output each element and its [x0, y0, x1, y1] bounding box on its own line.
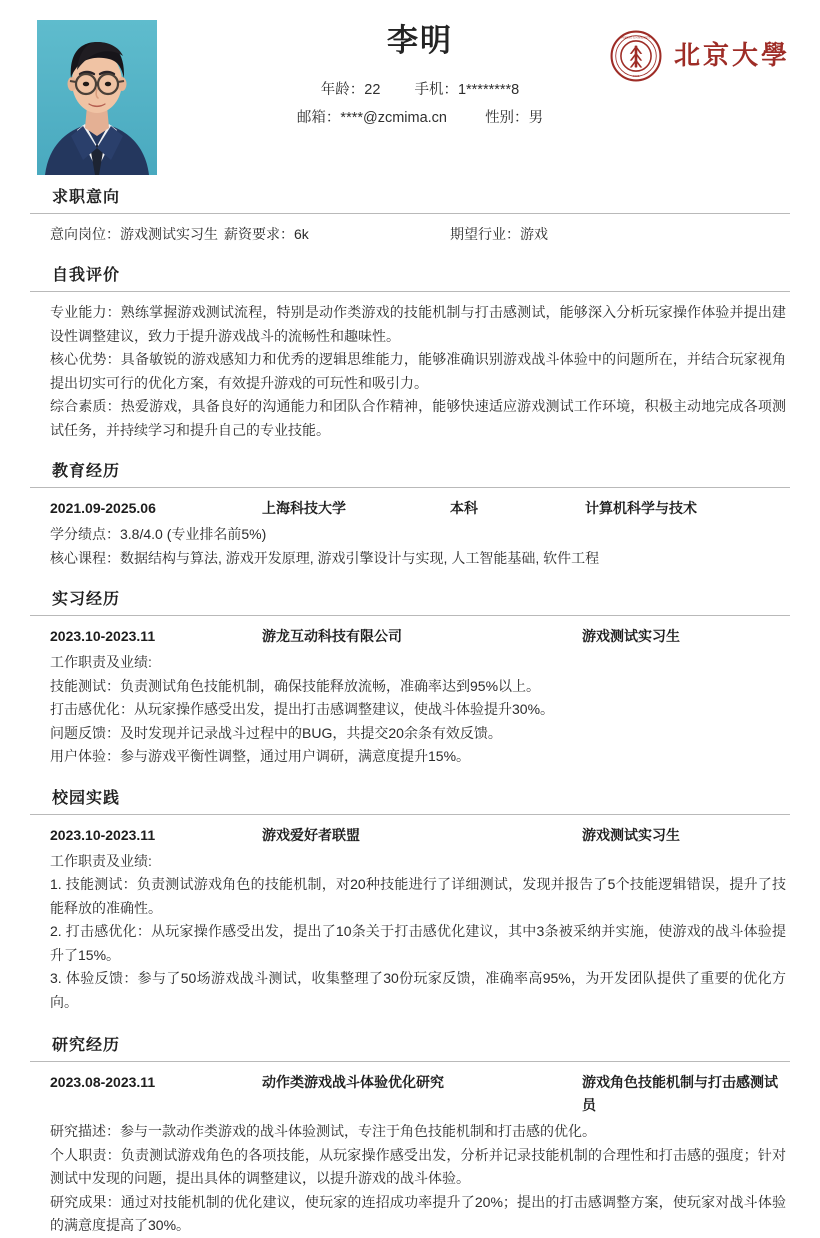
section-internship	[30, 586, 790, 769]
section-campus-practice	[30, 785, 790, 1015]
research-date: 2023.08-2023.11	[50, 1074, 156, 1090]
intent-salary-value: 6k	[294, 226, 309, 242]
research-detail-line: 研究描述：参与一款动作类游戏的战斗体验测试，专注于角色技能机制和打击感的优化。	[50, 1123, 596, 1139]
education-entry-header	[30, 497, 790, 520]
section-title-education: 教育经历	[52, 463, 121, 480]
self-evaluation-paragraph: 专业能力：熟练掌握游戏测试流程，特别是动作类游戏的技能机制与打击感测试，能够深入分析玩家操作体验并提出建设性调整建议，致力于提升游戏战斗的流畅性和趣味性。	[50, 304, 786, 344]
svg-text:PEKING UNIVERSITY: PEKING UNIVERSITY	[621, 36, 651, 40]
self-evaluation-paragraph: 综合素质：热爱游戏，具备良好的沟通能力和团队合作精神，能够快速适应游戏测试工作环境，积极主动地完成各项测试任务，并持续学习和提升自己的专业技能。	[50, 398, 786, 438]
section-divider	[30, 615, 790, 616]
identity-block	[210, 18, 630, 132]
section-title-internship: 实习经历	[52, 591, 121, 608]
section-job-intent	[30, 184, 790, 246]
campus-details	[30, 850, 790, 1015]
campus-detail-line: 2. 打击感优化：从玩家操作感受出发，提出了10条关于打击感优化建议，其中3条被采纳并实施，使游戏的战斗体验提升了15%。	[50, 923, 786, 963]
campus-detail-line: 1. 技能测试：负责测试游戏角色的技能机制，对20种技能进行了详细测试，发现并报告了5个技能逻辑错误，提升了技能释放的准确性。	[50, 876, 786, 916]
field-email	[297, 104, 447, 132]
research-detail-line: 研究成果：通过对技能机制的优化建议，使玩家的连招成功率提升了20%；提出的打击感调整方案，使玩家对战斗体验的满意度提高了30%。	[50, 1193, 786, 1233]
education-date: 2021.09-2025.06	[50, 500, 156, 516]
peking-university-seal-icon	[610, 30, 662, 82]
contact-line-email-gender	[210, 104, 630, 132]
research-topic: 动作类游戏战斗体验优化研究	[262, 1074, 444, 1090]
intent-position-label: 意向岗位：	[50, 226, 120, 242]
contact-line-age-phone	[210, 76, 630, 104]
intent-industry-value: 游戏	[520, 226, 548, 242]
campus-entry-header	[30, 824, 790, 847]
gender-label: 性别：	[485, 110, 529, 126]
phone-label: 手机：	[414, 82, 458, 98]
section-divider	[30, 814, 790, 815]
field-phone	[414, 76, 519, 104]
research-details	[30, 1120, 790, 1238]
education-school: 上海科技大学	[262, 500, 346, 516]
university-logo	[610, 30, 790, 82]
self-evaluation-paragraph: 核心优势：具备敏锐的游戏感知力和优秀的逻辑思维能力，能够准确识别游戏战斗体验中的问题所在，并结合玩家视角提出切实可行的优化方案，有效提升游戏的可玩性和吸引力。	[50, 351, 786, 391]
campus-detail-line: 3. 体验反馈：参与了50场游戏战斗测试，收集整理了30份玩家反馈，准确率高95%，为开发团队提供了重要的优化方向。	[50, 970, 786, 1010]
self-evaluation-body	[30, 301, 790, 442]
education-details	[30, 523, 790, 570]
internship-detail-line: 用户体验：参与游戏平衡性调整，通过用户调研，满意度提升15%。	[50, 748, 471, 764]
section-self-evaluation	[30, 262, 790, 442]
campus-role: 游戏测试实习生	[582, 826, 680, 843]
internship-detail-line: 工作职责及业绩:	[50, 654, 152, 670]
gender-value: 男	[528, 110, 544, 126]
job-intent-row	[30, 223, 790, 246]
section-title-self-evaluation: 自我评价	[52, 267, 121, 284]
university-name: 北京大學	[673, 41, 790, 71]
age-value: 22	[364, 82, 381, 98]
internship-role: 游戏测试实习生	[582, 628, 680, 644]
education-degree: 本科	[450, 500, 478, 516]
internship-date: 2023.10-2023.11	[50, 628, 156, 644]
field-age	[321, 76, 381, 104]
svg-text:1898: 1898	[632, 74, 640, 78]
intent-industry-label: 期望行业：	[450, 226, 520, 242]
phone-value: 1********8	[457, 82, 520, 98]
section-divider	[30, 1061, 790, 1062]
section-title-campus-practice: 校园实践	[52, 789, 121, 807]
profile-photo	[37, 20, 157, 175]
research-role: 游戏角色技能机制与打击感测试员	[582, 1074, 778, 1113]
education-detail-line: 核心课程：数据结构与算法, 游戏开发原理, 游戏引擎设计与实现, 人工智能基础, 软件工程	[50, 549, 600, 566]
internship-entry-header	[30, 625, 790, 648]
research-detail-line: 个人职责：负责测试游戏角色的各项技能，从玩家操作感受出发，分析并记录技能机制的合理性和打击感的强度；针对测试中发现的问题，提出具体的调整建议，以提升游戏的战斗体验。	[50, 1146, 786, 1186]
email-label: 邮箱：	[296, 110, 341, 126]
intent-salary	[224, 226, 309, 242]
campus-date: 2023.10-2023.11	[50, 826, 156, 843]
internship-detail-line: 技能测试：负责测试角色技能机制，确保技能释放流畅，准确率达到95%以上。	[50, 677, 541, 694]
email-value: ****@zcmima.cn	[340, 110, 447, 126]
campus-organization: 游戏爱好者联盟	[262, 826, 360, 843]
candidate-name: 李明	[387, 23, 453, 58]
job-intent-left	[50, 223, 450, 246]
intent-salary-label: 薪资要求：	[224, 226, 294, 242]
section-title-job-intent: 求职意向	[52, 189, 121, 206]
campus-detail-line: 工作职责及业绩:	[50, 852, 152, 869]
education-major: 计算机科学与技术	[585, 500, 697, 516]
internship-detail-line: 问题反馈：及时发现并记录战斗过程中的BUG，共提交20余条有效反馈。	[50, 724, 502, 741]
section-education	[30, 458, 790, 570]
field-gender	[485, 104, 543, 132]
section-divider	[30, 213, 790, 214]
section-research	[30, 1032, 790, 1238]
education-detail-line: 学分绩点：3.8/4.0 (专业排名前5%)	[50, 526, 267, 542]
internship-detail-line: 打击感优化：从玩家操作感受出发，提出打击感调整建议，使战斗体验提升30%。	[50, 701, 555, 717]
research-entry-header	[30, 1071, 790, 1117]
internship-details	[30, 651, 790, 769]
intent-position	[50, 226, 218, 242]
intent-position-value: 游戏测试实习生	[120, 226, 218, 242]
job-intent-right	[450, 223, 548, 246]
age-label: 年龄：	[320, 82, 365, 98]
section-divider	[30, 291, 790, 292]
internship-company: 游龙互动科技有限公司	[262, 628, 402, 644]
section-title-research: 研究经历	[52, 1037, 121, 1054]
section-divider	[30, 487, 790, 488]
resume-header	[30, 0, 790, 170]
